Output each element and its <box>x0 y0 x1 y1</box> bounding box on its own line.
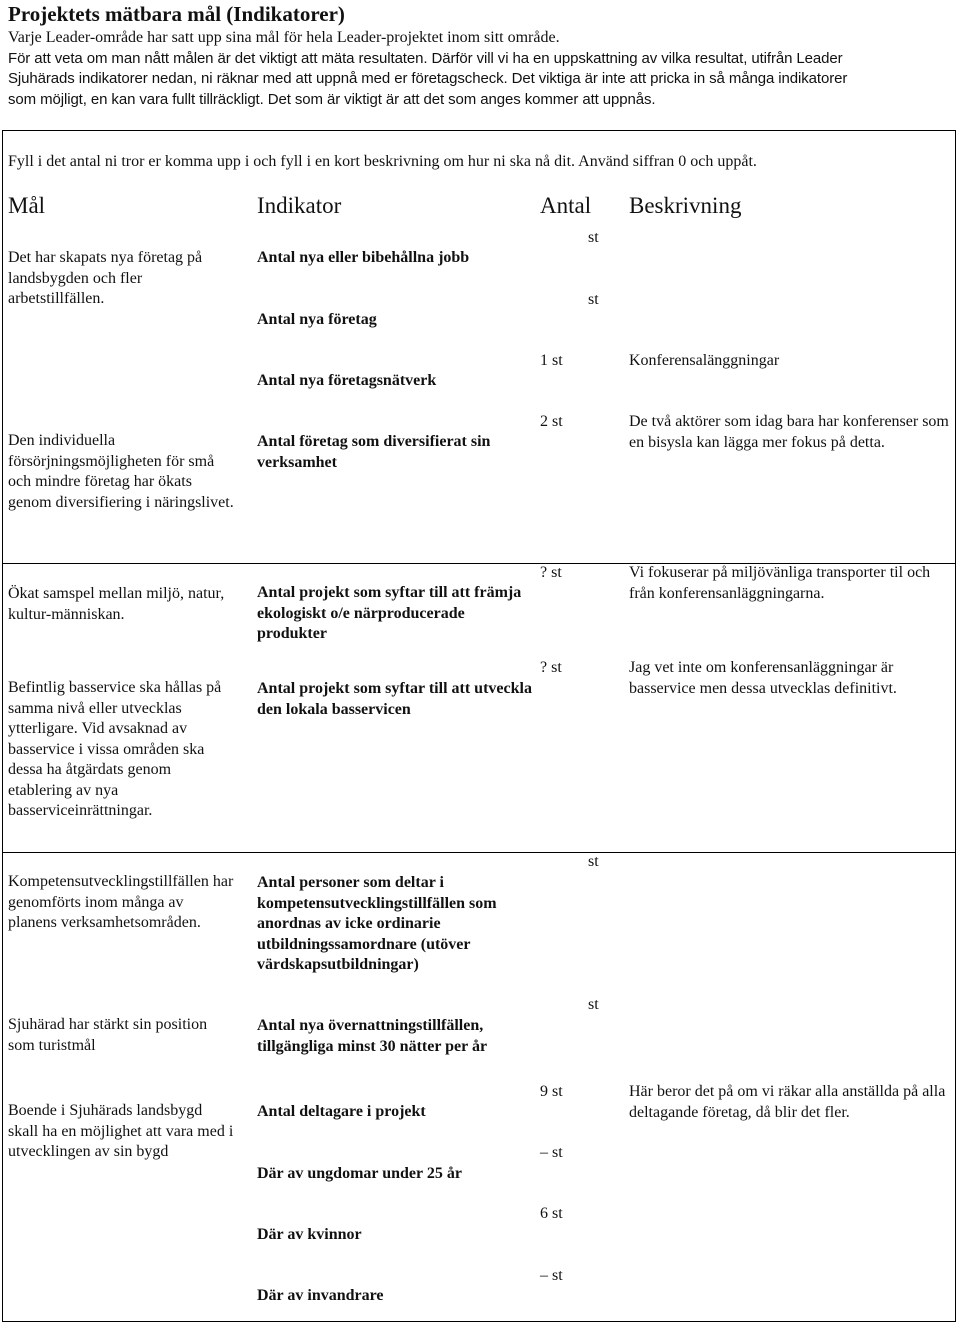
goal-cell: Ökat samspel mellan miljö, natur, kultur-människan. <box>8 585 225 623</box>
indicator-cell: Antal nya företagsnätverk <box>257 372 437 389</box>
goal-cell: Den individuella försörjningsmöjligheten för små och mindre företag har ökats genom diversifiering i näringslivet. <box>8 432 234 511</box>
count-cell: 6 st <box>540 1205 563 1222</box>
description-cell: Konferensalänggningar <box>629 352 780 369</box>
indicator-cell: Antal projekt som syftar till att utveckla den lokala basservicen <box>257 680 532 718</box>
intro-line: Varje Leader-område har satt upp sina mål för hela Leader-projektet inom sitt område. <box>8 29 560 46</box>
indicator-cell: Antal nya övernattningstillfällen, tillgängliga minst 30 nätter per år <box>257 1017 488 1055</box>
count-cell: st <box>588 996 599 1013</box>
count-cell: ? st <box>540 564 562 581</box>
goal-cell: Befintlig basservice ska hållas på samma nivå eller utvecklas ytterligare. Vid avsaknad av basservice i vissa områden ska dessa ha åtgärdats genom etablering av nya basserviceinrättningar. <box>8 679 222 819</box>
indicator-cell: Där av invandrare <box>257 1287 384 1304</box>
count-cell: – st <box>540 1144 563 1161</box>
intro-line: För att veta om man nått målen är det viktigt att mäta resultaten. Därför vill vi ha en uppskattning av vilka resultat, utifrån Leader <box>8 49 843 67</box>
description-cell: De två aktörer som idag bara har konferenser som en bisysla kan lägga mer fokus på detta. <box>629 413 949 451</box>
count-cell: st <box>588 229 599 246</box>
header-goal: Mål <box>8 193 46 218</box>
indicator-cell: Antal nya företag <box>257 311 377 328</box>
indicator-cell: Där av ungdomar under 25 år <box>257 1165 462 1182</box>
page-title: Projektets mätbara mål (Indikatorer) <box>8 2 345 26</box>
indicator-cell: Antal personer som deltar i kompetensutvecklingstillfällen som anordnas av icke ordinarie utbildningssamordnare (utöver värdskapsutbildningar) <box>257 874 497 973</box>
fill-instruction: Fyll i det antal ni tror er komma upp i och fyll i en kort beskrivning om hur ni ska nå dit. Använd siffran 0 och uppåt. <box>8 153 757 170</box>
description-cell: Här beror det på om vi räkar alla anställda på alla deltagande företag, då blir det fler. <box>629 1083 946 1121</box>
count-cell: st <box>588 291 599 308</box>
intro-paragraph <box>8 28 948 110</box>
header-count: Antal <box>540 193 592 218</box>
intro-line: Sjuhärads indikatorer nedan, ni räknar med att uppnå med er företagscheck. Det viktiga är inte att pricka in så många indikatorer <box>8 70 848 87</box>
count-cell: – st <box>540 1267 563 1284</box>
count-cell: 1 st <box>540 352 563 369</box>
goal-cell: Sjuhärad har stärkt sin position som turistmål <box>8 1016 208 1054</box>
count-cell: ? st <box>540 659 562 676</box>
section-divider <box>2 563 956 564</box>
intro-line: som möjligt, en kan vara fullt tillräckligt. Det som är viktigt är att det som anges kommer att uppnås. <box>8 90 656 108</box>
goal-cell: Kompetensutvecklingstillfällen har genomförts inom många av planens verksamhetsområden. <box>8 873 234 931</box>
goal-cell: Boende i Sjuhärads landsbygd skall ha en möjlighet att vara med i utvecklingen av sin bygd <box>8 1102 234 1160</box>
indicator-cell: Där av kvinnor <box>257 1226 362 1243</box>
description-cell: Jag vet inte om konferensanläggningar är basservice men dessa utvecklas definitivt. <box>629 659 897 697</box>
goal-cell: Det har skapats nya företag på landsbygden och fler arbetstillfällen. <box>8 249 203 307</box>
description-cell: Vi fokuserar på miljövänliga transporter til och från konferensanläggningarna. <box>629 564 931 602</box>
count-cell: 9 st <box>540 1083 563 1100</box>
indicator-cell: Antal projekt som syftar till att främja ekologiskt o/e närproducerade produkter <box>257 584 522 642</box>
indicator-cell: Antal nya eller bibehållna jobb <box>257 249 470 266</box>
indicator-cell: Antal deltagare i projekt <box>257 1103 426 1120</box>
section-divider <box>2 852 956 853</box>
header-indicator: Indikator <box>257 193 342 218</box>
count-cell: st <box>588 853 599 870</box>
indicator-cell: Antal företag som diversifierat sin verksamhet <box>257 433 491 471</box>
header-description: Beskrivning <box>629 193 742 218</box>
count-cell: 2 st <box>540 413 563 430</box>
